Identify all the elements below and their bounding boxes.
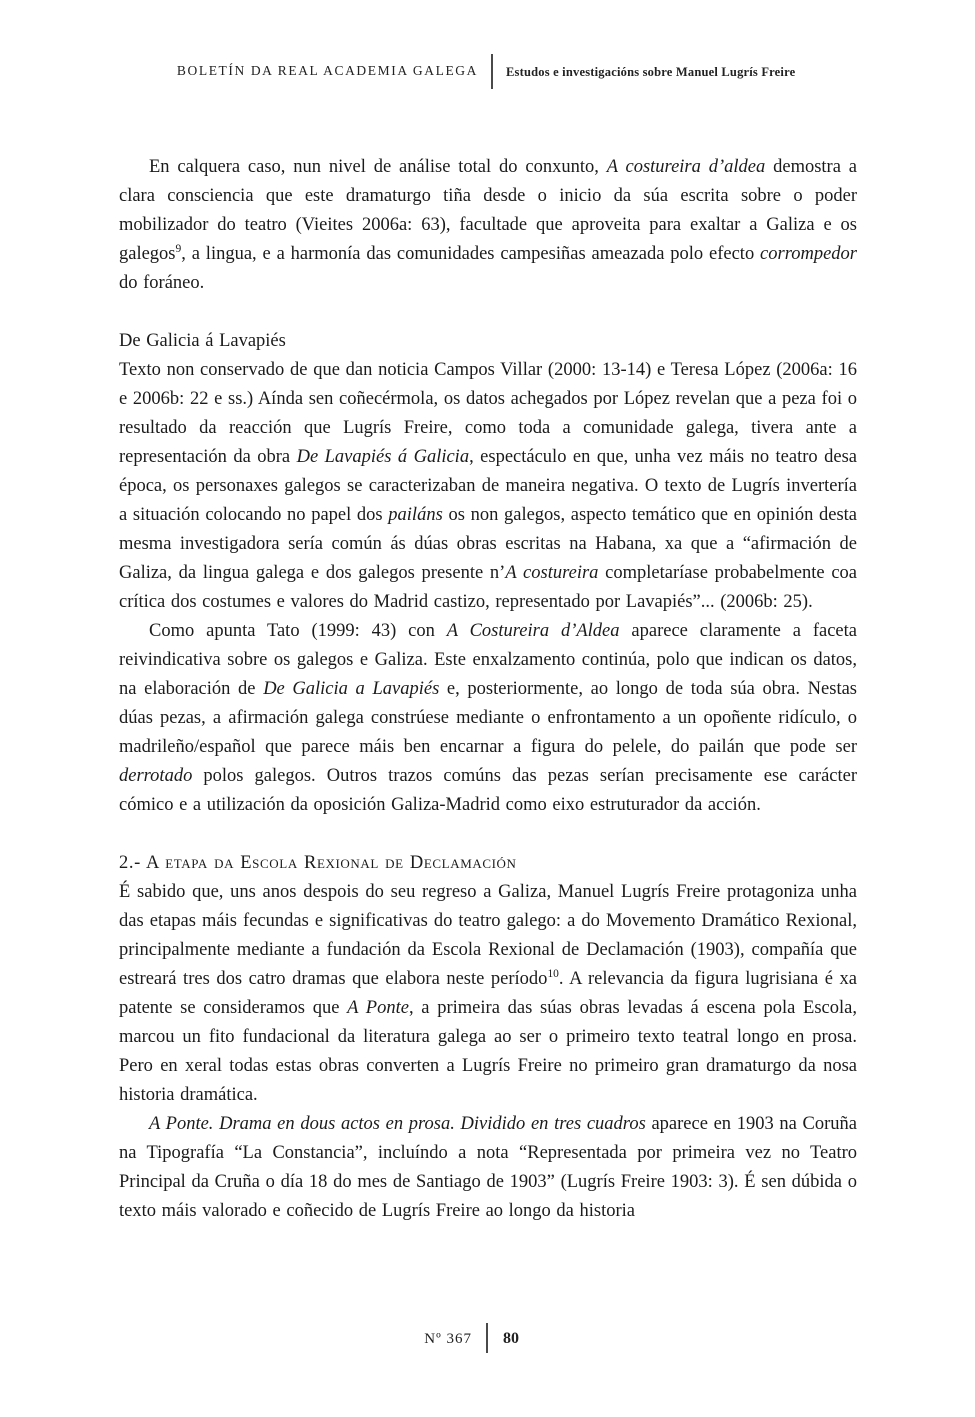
journal-title: BOLETÍN DA REAL ACADEMIA GALEGA (176, 63, 478, 78)
article-title: Estudos e investigacións sobre Manuel Lugrís Freire (506, 65, 796, 79)
paragraph: A Ponte. Drama en dous actos en prosa. Dividido en tres cuadros aparece en 1903 na Coruña na Tipografía “La Constancia”, incluíndo a nota “Representada por primeira vez no Teatro Principal da Cruña o día 18 do mes de Santiago de 1903” (Lugrís Freire 1903: 3). É sen dúbida o texto máis valorado e coñecido de Lugrís Freire ao longo da historia (119, 1114, 857, 1221)
issue-number: Nº 367 (424, 1331, 472, 1347)
paragraph: Texto non conservado de que dan noticia Campos Villar (2000: 13-14) e Teresa López (2006a: 16 e 2006b: 22 e ss.) Aínda sen coñecérmola, os datos achegados por López revelan que a peza foi o resultado da reacción que Lugrís Freire, como toda a comunidade galega, tivera ante a representación da obra De Lavapiés á Galicia, espectáculo en que, unha vez máis no teatro desa época, os personaxes galegos se caracterizaban de maneira negativa. O texto de Lugrís invertería a situación colocando no papel dos pailáns os non galegos, aspecto temático que en opinión desta mesma investigadora sería común ás dúas obras escritas na Habana, xa que a “afirmación de Galiza, da lingua galega e dos galegos presente n’A costureira completaríase probabelmente coa crítica dos costumes e valores do Madrid castizo, representado por Lavapiés”... (2006b: 25). (119, 360, 858, 612)
header-divider (491, 54, 493, 89)
section-heading: 2.- A etapa da Escola Rexional de Declamación (119, 853, 517, 873)
paragraph: É sabido que, uns anos despois do seu regreso a Galiza, Manuel Lugrís Freire protagoniza unha das etapas máis fecundas e significativas do teatro galego: a do Movemento Dramático Rexional, principalmente mediante a fundación da Escola Rexional de Declamación (1903), compañía que estreará tres dos catro dramas que elabora neste período$^{10}$. A relevancia da figura lugrisiana é xa patente se consideramos que A Ponte, a primeira das súas obras levadas á escena pola Escola, marcou un fito fundacional da literatura galega ao ser o primeiro texto teatral longo en prosa. Pero en xeral todas estas obras converten a Lugrís Freire no primeiro gran dramaturgo da nosa historia dramática. (119, 882, 857, 1105)
page-number: 80 (503, 1330, 519, 1347)
section-heading: De Galicia á Lavapiés (119, 331, 286, 351)
paragraph: Como apunta Tato (1999: 43) con A Costureira d’Aldea aparece claramente a faceta reivindicativa sobre os galegos e Galiza. Este enxalzamento continúa, polo que indican os datos, na elaboración de De Galicia a Lavapiés e, posteriormente, ao longo de toda súa obra. Nestas dúas pezas, a afirmación galega constrúese mediante o enfrontamento a un opoñente ridículo, o madrileño/español que parece máis ben encarnar a figura do pelele, do pailán que pode ser derrotado polos galegos. Outros trazos comúns das pezas serían precisamente ese carácter cómico e a utilización da oposición Galiza-Madrid como eixo estruturador da acción. (119, 621, 857, 815)
footer-divider (486, 1323, 488, 1353)
paragraph: En calquera caso, nun nivel de análise total do conxunto, A costureira d’aldea demostra a clara consciencia que este dramaturgo tiña desde o inicio da súa escrita sobre o poder mobilizador do teatro (Vieites 2006a: 63), facultade que aproveita para exaltar a Galiza e os galegos$^9$, a lingua, e a harmonía das comunidades campesiñas ameazada polo efecto corrompedor do foráneo. (119, 157, 857, 293)
document-body (119, 153, 857, 1226)
